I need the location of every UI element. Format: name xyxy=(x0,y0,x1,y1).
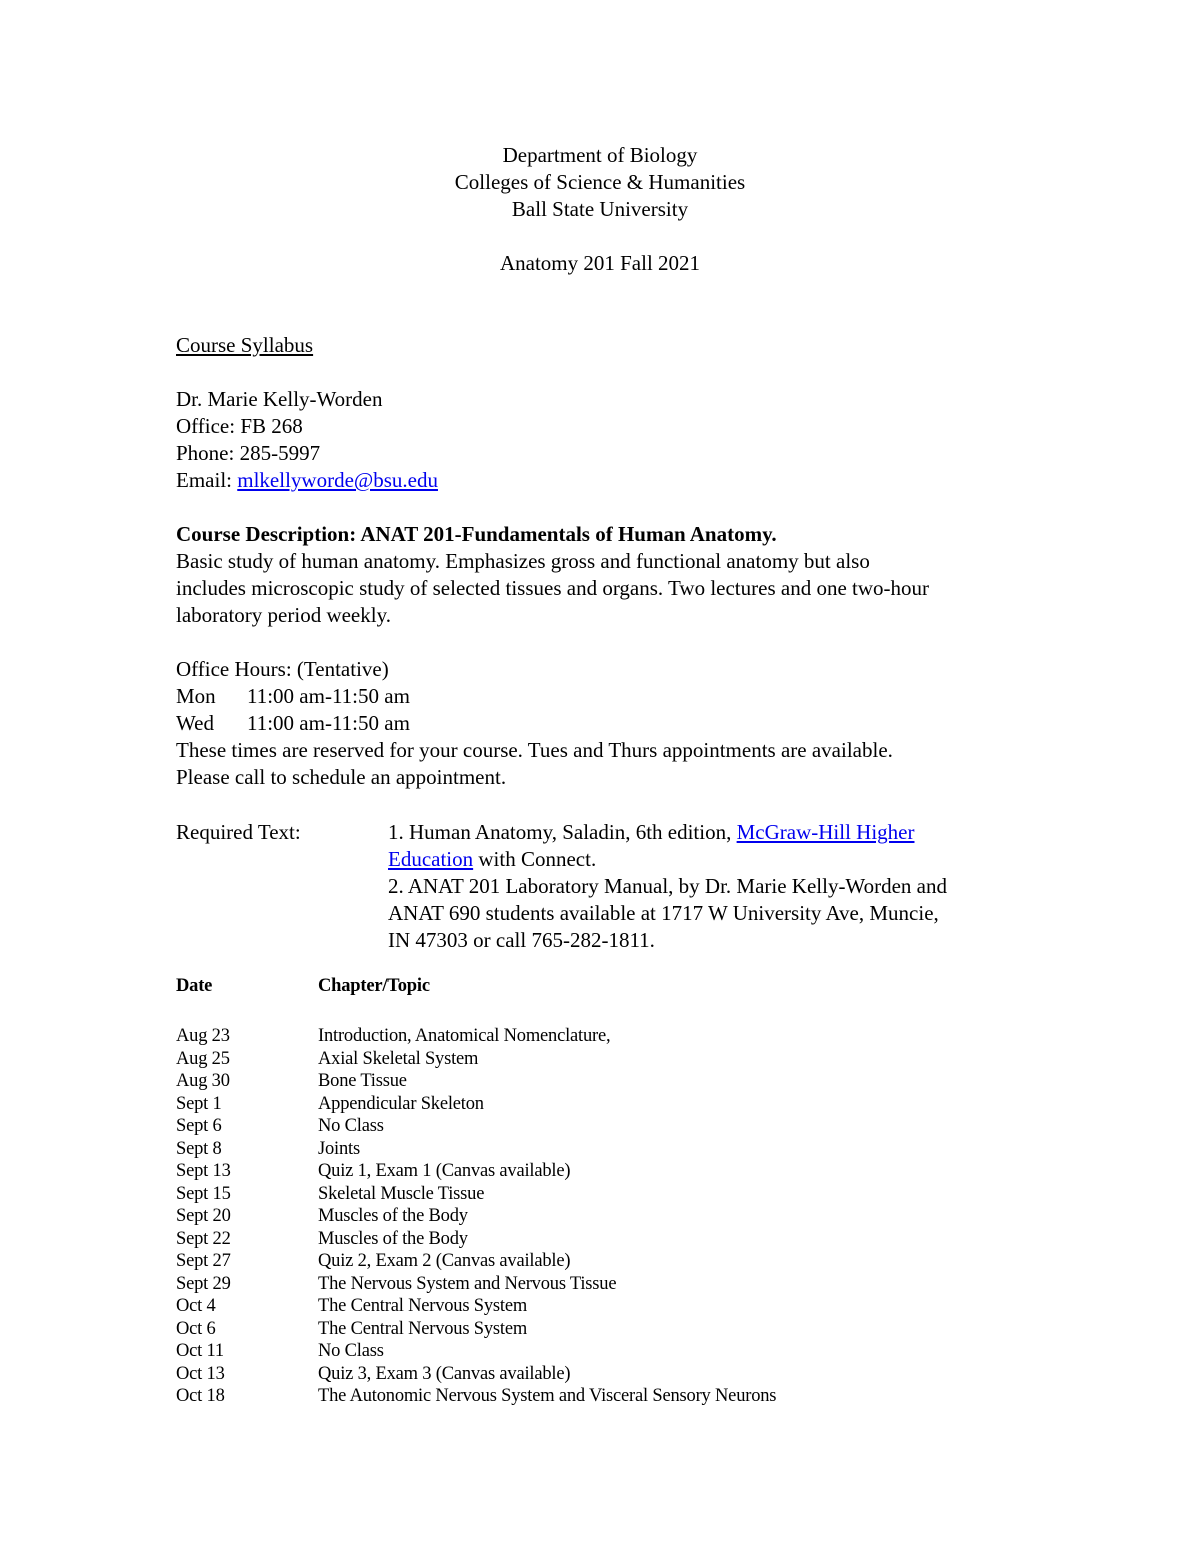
schedule-row xyxy=(176,1183,1076,1206)
office-hours-note: Please call to schedule an appointment. xyxy=(176,765,507,789)
schedule-topic: The Central Nervous System xyxy=(318,1296,528,1316)
required-text-item-1 xyxy=(388,819,1038,846)
schedule-date: Sept 15 xyxy=(176,1183,231,1204)
schedule-topic: Quiz 3, Exam 3 (Canvas available) xyxy=(318,1363,571,1384)
office-hours-row xyxy=(176,683,1036,710)
schedule-topic: Bone Tissue xyxy=(318,1071,407,1091)
schedule-row xyxy=(176,1115,1076,1138)
schedule-row xyxy=(176,1228,1076,1251)
instructor-phone: Phone: 285-5997 xyxy=(176,441,321,465)
schedule-topic: Quiz 1, Exam 1 (Canvas available) xyxy=(318,1161,571,1181)
schedule-header xyxy=(176,975,1076,1002)
office-hours-time: 11:00 am-11:50 am xyxy=(247,684,410,708)
schedule-topic: No Class xyxy=(318,1341,384,1361)
instructor-info xyxy=(176,386,1036,494)
required-text-item-2-cont: IN 47303 or call 765-282-1811. xyxy=(388,928,655,952)
schedule-topic: Skeletal Muscle Tissue xyxy=(318,1183,485,1204)
schedule-date: Sept 20 xyxy=(176,1206,231,1226)
description-heading: Course Description: ANAT 201-Fundamentals of Human Anatomy. xyxy=(176,522,777,546)
office-hours-day: Wed xyxy=(176,711,214,735)
schedule-row xyxy=(176,1273,1076,1296)
schedule-date: Sept 29 xyxy=(176,1273,231,1294)
schedule-date: Aug 25 xyxy=(176,1048,230,1069)
date-column-header: Date xyxy=(176,976,213,996)
office-hours-title: Office Hours: (Tentative) xyxy=(176,657,389,681)
email-label: Email: xyxy=(176,468,238,492)
syllabus-title: Course Syllabus xyxy=(176,333,314,357)
item1-prefix: 1. Human Anatomy, Saladin, 6th edition, xyxy=(388,820,737,844)
schedule-date: Oct 6 xyxy=(176,1318,216,1339)
schedule-row xyxy=(176,1318,1076,1341)
schedule-row xyxy=(176,1138,1076,1161)
university-name: Ball State University xyxy=(511,197,689,221)
schedule-topic: Introduction, Anatomical Nomenclature, xyxy=(318,1026,611,1046)
schedule-date: Sept 1 xyxy=(176,1093,222,1114)
schedule-date: Sept 22 xyxy=(176,1228,231,1249)
description-line: includes microscopic study of selected tissues and organs. Two lectures and one two-hour xyxy=(176,576,929,600)
schedule-topic: The Central Nervous System xyxy=(318,1318,528,1339)
office-hours-time: 11:00 am-11:50 am xyxy=(247,711,410,735)
schedule-topic: Axial Skeletal System xyxy=(318,1048,479,1069)
schedule-row xyxy=(176,1160,1076,1183)
schedule-topic: Muscles of the Body xyxy=(318,1206,468,1226)
schedule-table xyxy=(176,975,1076,1408)
item1-suffix: with Connect. xyxy=(473,847,597,871)
schedule-row xyxy=(176,1340,1076,1363)
schedule-row xyxy=(176,1070,1076,1093)
course-description xyxy=(176,521,1036,629)
college-name: Colleges of Science & Humanities xyxy=(454,170,746,194)
office-hours-row xyxy=(176,710,1036,737)
schedule-date: Oct 18 xyxy=(176,1386,225,1406)
schedule-date: Sept 27 xyxy=(176,1251,231,1271)
schedule-date: Oct 4 xyxy=(176,1296,216,1316)
schedule-row xyxy=(176,1205,1076,1228)
schedule-date: Aug 30 xyxy=(176,1071,230,1091)
schedule-rows xyxy=(176,1025,1076,1408)
schedule-topic: Appendicular Skeleton xyxy=(318,1093,484,1114)
email-link[interactable]: mlkellyworde@bsu.edu xyxy=(237,468,438,492)
schedule-row xyxy=(176,1295,1076,1318)
department-name: Department of Biology xyxy=(502,143,698,167)
schedule-row xyxy=(176,1093,1076,1116)
publisher-link-cont[interactable]: Education xyxy=(388,847,474,871)
required-text-label: Required Text: xyxy=(176,820,301,844)
required-text-item-2-cont: ANAT 690 students available at 1717 W University Ave, Muncie, xyxy=(388,901,939,925)
schedule-date: Oct 11 xyxy=(176,1341,224,1361)
instructor-email-line xyxy=(176,467,1036,494)
schedule-topic: Joints xyxy=(318,1138,360,1159)
schedule-date: Sept 8 xyxy=(176,1138,222,1159)
office-hours-note: These times are reserved for your course. Tues and Thurs appointments are available. xyxy=(176,738,893,762)
required-text-item-1-cont xyxy=(388,846,1038,873)
required-text-item-2: 2. ANAT 201 Laboratory Manual, by Dr. Marie Kelly-Worden and xyxy=(388,874,947,898)
course-term: Anatomy 201 Fall 2021 xyxy=(499,251,701,275)
schedule-topic: Muscles of the Body xyxy=(318,1228,468,1249)
schedule-date: Oct 13 xyxy=(176,1363,225,1384)
required-text-items xyxy=(388,819,1038,954)
schedule-row xyxy=(176,1250,1076,1273)
schedule-row xyxy=(176,1025,1076,1048)
office-hours xyxy=(176,656,1036,791)
description-line: laboratory period weekly. xyxy=(176,603,391,627)
office-hours-day: Mon xyxy=(176,684,216,708)
schedule-row xyxy=(176,1385,1076,1408)
schedule-topic: The Autonomic Nervous System and Visceral Sensory Neurons xyxy=(318,1386,777,1406)
topic-column-header: Chapter/Topic xyxy=(318,976,430,996)
schedule-date: Sept 6 xyxy=(176,1116,222,1136)
schedule-date: Aug 23 xyxy=(176,1026,230,1046)
schedule-topic: The Nervous System and Nervous Tissue xyxy=(318,1273,617,1294)
schedule-topic: No Class xyxy=(318,1116,384,1136)
instructor-name: Dr. Marie Kelly-Worden xyxy=(176,387,383,411)
publisher-link[interactable]: McGraw-Hill Higher xyxy=(736,820,915,844)
schedule-row xyxy=(176,1048,1076,1071)
schedule-date: Sept 13 xyxy=(176,1161,231,1181)
schedule-row xyxy=(176,1363,1076,1386)
syllabus-title-block xyxy=(176,332,1036,359)
document-header xyxy=(0,142,1200,277)
schedule-topic: Quiz 2, Exam 2 (Canvas available) xyxy=(318,1251,571,1271)
description-line: Basic study of human anatomy. Emphasizes gross and functional anatomy but also xyxy=(176,549,870,573)
instructor-office: Office: FB 268 xyxy=(176,414,303,438)
